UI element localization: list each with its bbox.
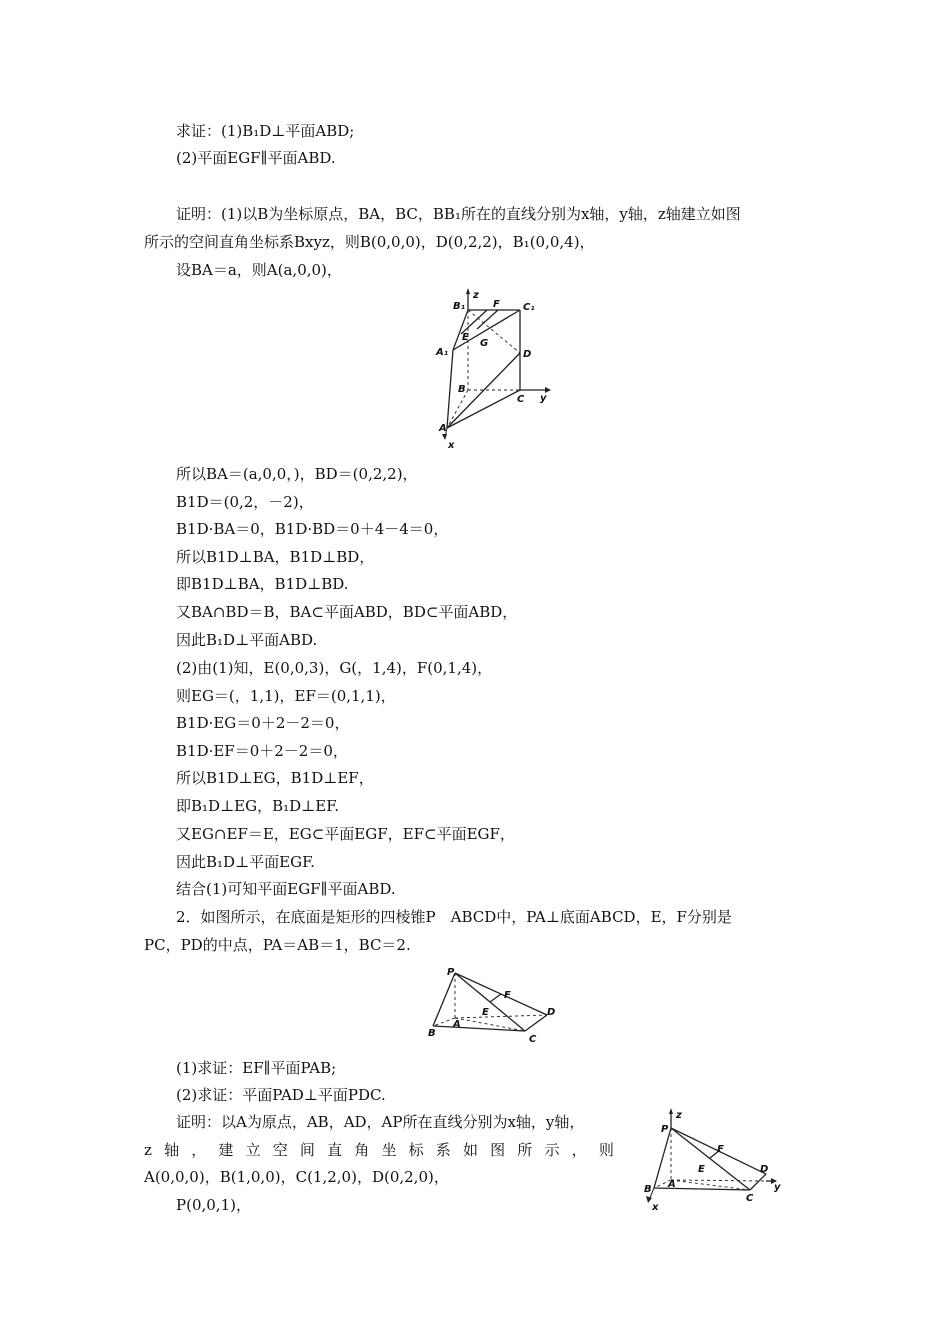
- text-line: (1)求证：EF∥平面PAB;: [176, 1059, 337, 1077]
- label-D: D: [523, 349, 532, 360]
- char: 角: [354, 1141, 370, 1159]
- label-B: B: [428, 1028, 436, 1039]
- text-line: (2)由(1)知，E(0,0,3)，G(，1,4)，F(0,1,4)，: [176, 659, 493, 677]
- text-line: 所以B1D⊥BA，B1D⊥BD，: [176, 548, 375, 566]
- text-line: B1D·EG＝0＋2－2＝0，: [176, 714, 350, 732]
- text-line: 设BA＝a，则A(a,0,0)，: [176, 261, 342, 279]
- label-B: B: [458, 384, 466, 395]
- text-line: B1D·BA＝0，B1D·BD＝0＋4－4＝0，: [176, 520, 449, 538]
- label-B1: B₁: [453, 301, 466, 312]
- text-line: 证明：(1)以B为坐标原点，BA，BC，BB₁所在的直线分别为x轴，y轴，z轴建立如图: [176, 205, 741, 223]
- char: 示: [544, 1141, 560, 1159]
- label-P: P: [447, 967, 455, 978]
- label-E: E: [462, 332, 469, 343]
- text-line: B1D＝(0,2，－2)，: [176, 493, 314, 511]
- label-C: C: [746, 1193, 754, 1204]
- label-C: C: [517, 394, 525, 405]
- label-G: G: [480, 338, 489, 349]
- label-F: F: [493, 299, 500, 310]
- label-E: E: [482, 1007, 489, 1018]
- figure-pyramid-axes: [638, 1108, 788, 1213]
- text-line: A(0,0,0)，B(1,0,0)，C(1,2,0)，D(0,2,0)，: [144, 1168, 449, 1186]
- char: 系: [435, 1141, 451, 1159]
- char: 轴: [164, 1141, 180, 1159]
- char: 间: [299, 1141, 315, 1159]
- char: 立: [245, 1141, 261, 1159]
- label-x: x: [652, 1202, 659, 1213]
- text-line: 所以B1D⊥EG，B1D⊥EF，: [176, 769, 374, 787]
- text-line: PC，PD的中点，PA＝AB＝1，BC＝2.: [144, 936, 411, 954]
- text-line: (2)平面EGF∥平面ABD.: [176, 149, 336, 167]
- label-A: A: [668, 1179, 676, 1190]
- label-A: A: [439, 423, 447, 434]
- text-line: 又BA∩BD＝B，BA⊂平面ABD，BD⊂平面ABD，: [176, 603, 518, 621]
- label-A: A: [453, 1019, 461, 1030]
- text-line: 即B1D⊥BA，B1D⊥BD.: [176, 575, 349, 593]
- label-P: P: [661, 1124, 669, 1135]
- text-line: 求证：(1)B₁D⊥平面ABD;: [176, 122, 355, 140]
- char: 所: [517, 1141, 533, 1159]
- char: ，: [571, 1141, 587, 1159]
- text-line: 所示的空间直角坐标系Bxyz，则B(0,0,0)，D(0,2,2)，B₁(0,0,4)，: [144, 233, 595, 251]
- label-B: B: [644, 1184, 652, 1195]
- label-F: F: [504, 990, 511, 1001]
- text-line: 则EG＝(，1,1)，EF＝(0,1,1)，: [176, 687, 396, 705]
- char: 建: [218, 1141, 234, 1159]
- text-line: P(0,0,1)，: [176, 1196, 251, 1214]
- char: 空: [272, 1141, 288, 1159]
- label-D: D: [547, 1007, 556, 1018]
- char: 标: [408, 1141, 424, 1159]
- label-z: z: [473, 290, 479, 301]
- label-D: D: [760, 1164, 769, 1175]
- char: 如: [462, 1141, 478, 1159]
- text-line: 证明：以A为原点，AB，AD，AP所在直线分别为x轴，y轴，: [176, 1113, 585, 1131]
- text-line: 因此B₁D⊥平面ABD.: [176, 631, 318, 649]
- char: 直: [327, 1141, 343, 1159]
- label-y: y: [540, 393, 547, 404]
- char: z: [144, 1141, 152, 1159]
- label-x: x: [448, 440, 455, 451]
- text-line: (2)求证：平面PAD⊥平面PDC.: [176, 1086, 386, 1104]
- text-line: 即B₁D⊥EG，B₁D⊥EF.: [176, 797, 340, 815]
- text-line: 因此B₁D⊥平面EGF.: [176, 853, 315, 871]
- char: 图: [490, 1141, 506, 1159]
- label-A1: A₁: [436, 347, 449, 358]
- text-line: 所以BA＝(a,0,0，)，BD＝(0,2,2)，: [176, 465, 418, 483]
- label-E: E: [698, 1164, 705, 1175]
- char: 则: [598, 1141, 614, 1159]
- label-z: z: [676, 1110, 682, 1121]
- text-line: 结合(1)可知平面EGF∥平面ABD.: [176, 880, 396, 898]
- text-line-justified: [144, 1140, 614, 1160]
- text-line: 2．如图所示，在底面是矩形的四棱锥P ABCD中，PA⊥底面ABCD，E，F分别是: [176, 908, 732, 926]
- char: 坐: [381, 1141, 397, 1159]
- label-F: F: [717, 1144, 724, 1155]
- label-C1: C₁: [523, 302, 535, 313]
- figure-prism: [425, 288, 560, 453]
- text-line: B1D·EF＝0＋2－2＝0，: [176, 742, 348, 760]
- text-line: 又EG∩EF＝E，EG⊂平面EGF，EF⊂平面EGF，: [176, 825, 515, 843]
- label-C: C: [529, 1034, 537, 1045]
- figure-pyramid: [425, 963, 560, 1048]
- char: ，: [191, 1141, 207, 1159]
- label-y: y: [774, 1182, 781, 1193]
